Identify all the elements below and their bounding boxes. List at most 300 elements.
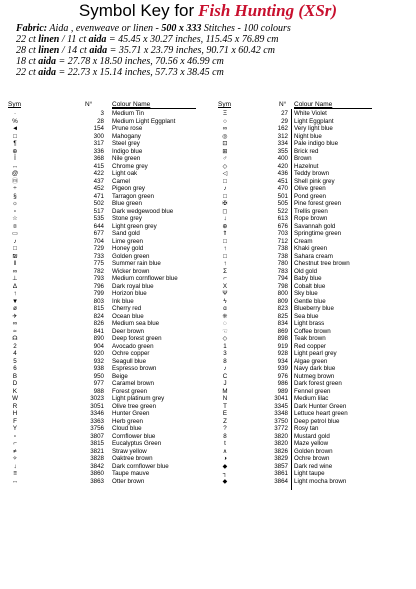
dmc-number: 825	[277, 312, 288, 320]
symbol: ◇	[222, 162, 228, 170]
symbol: Ξ	[222, 110, 228, 117]
colour-name: Dark red wine	[294, 462, 333, 470]
dmc-number: 3864	[274, 477, 288, 485]
symbol: W	[12, 395, 18, 402]
colour-name: Light pearl grey	[294, 350, 337, 357]
dmc-number: 782	[93, 267, 104, 275]
colour-name: Light Eggplant	[294, 117, 334, 125]
dmc-number: 3820	[274, 440, 288, 447]
symbol: ▭	[12, 230, 18, 237]
dmc-number: 738	[277, 252, 288, 260]
colour-name: Baby blue	[294, 275, 322, 282]
dmc-number: 676	[277, 222, 288, 230]
colour-name: Olive tree green	[112, 402, 157, 410]
symbol: ·	[13, 110, 17, 117]
symbol: J	[223, 380, 227, 387]
dmc-number: 824	[93, 312, 104, 320]
symbol: H	[12, 410, 18, 417]
dmc-number: 644	[93, 222, 104, 230]
dmc-number: 3829	[274, 455, 288, 462]
symbol: ↑	[13, 290, 17, 297]
symbol: K	[12, 387, 18, 395]
colour-name: Tarragon green	[112, 192, 154, 200]
fabric-text: Aida , evenweave or linen -	[47, 23, 162, 34]
count-part: aida	[38, 56, 56, 67]
symbol: ⌐	[13, 440, 17, 447]
dmc-number: 834	[277, 320, 288, 327]
colour-name: Ink blue	[112, 297, 134, 305]
dmc-number: 977	[93, 380, 104, 387]
colour-name: Taupe mauve	[112, 470, 150, 477]
colour-name: Forest green	[112, 387, 148, 395]
header-num: N°	[279, 101, 287, 108]
symbol: Σ	[223, 267, 227, 275]
dmc-number: 3863	[90, 477, 104, 485]
dmc-number: 733	[93, 252, 104, 260]
count-part: 18 ct	[16, 56, 39, 67]
colour-name: Fennel green	[294, 387, 331, 395]
colour-name: Mustard gold	[294, 432, 330, 440]
dmc-number: 989	[277, 387, 288, 395]
dmc-number: 517	[93, 207, 104, 215]
symbol: □	[223, 177, 227, 185]
colour-name: Blueberry blue	[294, 305, 334, 312]
dmc-number: 823	[277, 305, 288, 312]
colour-name: Beige	[112, 372, 128, 380]
dmc-number: 3815	[90, 440, 104, 447]
symbol: ⊞	[222, 147, 228, 155]
fabric-label: Fabric:	[16, 23, 48, 34]
dmc-number: 3772	[274, 425, 288, 432]
symbol: ✠	[222, 200, 228, 207]
symbol: ❈	[222, 312, 228, 320]
dmc-number: 535	[93, 215, 104, 222]
symbol: ϟ	[223, 297, 227, 305]
colour-name: Golden brown	[294, 447, 333, 455]
dmc-number: 738	[277, 245, 288, 252]
count-part: 28 ct	[16, 45, 39, 56]
colour-name: Nile green	[112, 155, 141, 162]
colour-name: Light brass	[294, 320, 325, 327]
dmc-number: 826	[93, 320, 104, 327]
symbol: M	[222, 387, 228, 395]
colour-name: Cherry red	[112, 305, 142, 312]
dmc-number: 799	[93, 290, 104, 297]
symbol: ≠	[13, 447, 17, 455]
colour-name: Honey gold	[112, 245, 144, 252]
colour-name: Pine forest green	[294, 200, 342, 207]
colour-name: Springtime green	[294, 230, 342, 237]
symbol: 2	[13, 342, 17, 350]
symbol: Ψ	[222, 290, 228, 297]
dmc-number: 800	[277, 290, 288, 297]
symbol: ǁ	[13, 260, 17, 267]
symbol: □	[223, 237, 227, 245]
colour-name: Lime green	[112, 237, 143, 245]
dmc-number: 502	[93, 200, 104, 207]
symbol: ↑	[223, 260, 227, 267]
dmc-number: 898	[277, 335, 288, 342]
dmc-number: 522	[277, 207, 288, 215]
dmc-number: 501	[277, 192, 288, 200]
symbol: E	[222, 410, 228, 417]
dmc-number: 928	[277, 350, 288, 357]
dmc-number: 420	[277, 162, 288, 170]
symbol: ◌	[223, 320, 227, 327]
colour-name: Mahogany	[112, 132, 141, 140]
symbol: □	[223, 192, 227, 200]
dmc-number: 336	[93, 147, 104, 155]
colour-name: Hazelnut	[294, 162, 319, 170]
symbol: ∧	[222, 447, 228, 455]
count-part: = 27.78 x 18.50 inches, 70.56 x 46.99 cm	[56, 56, 224, 67]
symbol: ₪	[12, 252, 18, 260]
colour-name: Lettuce heart green	[294, 410, 348, 417]
dmc-number: 452	[93, 185, 104, 192]
symbol: □	[13, 245, 17, 252]
dmc-number: 355	[277, 147, 288, 155]
dmc-number: 3807	[90, 432, 104, 440]
symbol: ▫	[13, 432, 17, 440]
colour-name: Light oak	[112, 170, 138, 177]
symbol: ☜	[222, 327, 228, 335]
dmc-number: 704	[93, 237, 104, 245]
symbol: ◁	[222, 170, 228, 177]
count-line	[16, 56, 224, 67]
symbol: t	[224, 440, 226, 447]
colour-name: Sand gold	[112, 230, 140, 237]
dmc-number: 27	[281, 110, 288, 117]
symbol: ◻	[222, 207, 228, 215]
symbol: ◆	[222, 477, 228, 485]
fabric-size: 500 x 333	[161, 23, 202, 34]
dmc-number: 368	[93, 155, 104, 162]
colour-name: Camel	[112, 177, 130, 185]
colour-name: Deep forest green	[112, 335, 162, 342]
symbol: Y	[12, 425, 18, 432]
title	[0, 1, 416, 23]
colour-name: Light taupe	[294, 470, 325, 477]
symbol: ⇑	[222, 230, 228, 237]
dmc-number: 334	[277, 140, 288, 147]
colour-name: Gentle blue	[294, 297, 326, 305]
symbol: ≈	[13, 327, 17, 335]
symbol: T	[223, 402, 227, 410]
header-num: N°	[85, 101, 93, 108]
count-part: linen	[38, 45, 60, 56]
symbol: @	[11, 170, 19, 177]
symbol: ↓	[223, 215, 227, 222]
symbol: 5	[13, 357, 17, 365]
symbol: ♪	[13, 237, 17, 245]
colour-name: Cloud blue	[112, 425, 142, 432]
symbol: ✈	[12, 312, 18, 320]
colour-name: Ochre copper	[112, 350, 150, 357]
dmc-number: 794	[277, 275, 288, 282]
dmc-number: 3821	[90, 447, 104, 455]
colour-name: White Violet	[294, 110, 327, 117]
count-part: = 22.73 x 15.14 inches, 57.73 x 38.45 cm	[56, 67, 224, 78]
dmc-number: 986	[277, 380, 288, 387]
symbol: ⊡	[222, 140, 228, 147]
symbol: ◆	[222, 462, 228, 470]
colour-name: Shell pink grey	[294, 177, 335, 185]
dmc-number: 162	[277, 125, 288, 132]
colour-name: Teak brown	[294, 335, 326, 342]
dmc-number: 803	[93, 297, 104, 305]
dmc-number: 28	[97, 117, 104, 125]
symbol: ≡	[13, 470, 17, 477]
symbol: X	[222, 282, 228, 290]
colour-name: Espresso brown	[112, 365, 157, 372]
colour-name: Pigeon grey	[112, 185, 146, 192]
dmc-number: 904	[93, 342, 104, 350]
colour-name: Caramel brown	[112, 380, 154, 387]
dmc-number: 938	[93, 365, 104, 372]
symbol: ?	[223, 425, 227, 432]
colour-name: Dark royal blue	[112, 282, 154, 290]
symbol: ∞	[12, 320, 18, 327]
colour-name: Ochre brown	[294, 455, 330, 462]
symbol: R	[12, 402, 18, 410]
symbol: ◇	[222, 335, 228, 342]
dmc-number: 3363	[90, 417, 104, 425]
dmc-number: 869	[277, 327, 288, 335]
symbol: Ï	[14, 155, 16, 162]
colour-name: Eucalyptus Green	[112, 440, 162, 447]
colour-name: Algae green	[294, 357, 328, 365]
dmc-number: 712	[277, 237, 288, 245]
dmc-number: 809	[277, 297, 288, 305]
count-part: aida	[89, 45, 108, 56]
colour-name: Otter brown	[112, 477, 145, 485]
colour-name: Medium cornflower blue	[112, 275, 178, 282]
colour-name: Sky blue	[294, 290, 318, 297]
colour-name: Savannah gold	[294, 222, 336, 230]
colour-name: Summer rain blue	[112, 260, 161, 267]
count-part: = 45.45 x 30.27 inches, 115.45 x 76.89 cm	[106, 34, 279, 45]
symbol: §	[13, 192, 17, 200]
symbol: ɑ	[223, 305, 227, 312]
colour-name: Medium Tin	[112, 110, 144, 117]
colour-name: Medium sea blue	[112, 320, 160, 327]
colour-name: Olive green	[294, 185, 326, 192]
colour-name: Night blue	[294, 132, 322, 140]
dmc-number: 505	[277, 200, 288, 207]
symbol: ∞	[222, 125, 228, 132]
dmc-number: 920	[93, 350, 104, 357]
colour-name: Dark wedgewood blue	[112, 207, 174, 215]
symbol: ♪	[223, 365, 227, 372]
colour-name: Red copper	[294, 342, 326, 350]
dmc-number: 471	[93, 192, 104, 200]
colour-name: Avocado green	[112, 342, 154, 350]
colour-name: Dark cornflower blue	[112, 462, 169, 470]
symbol: ♪	[223, 185, 227, 192]
symbol: ¶	[13, 140, 17, 147]
colour-name: Sea blue	[294, 312, 319, 320]
colour-name: Steel grey	[112, 140, 140, 147]
dmc-number: 300	[93, 132, 104, 140]
symbol: 1	[223, 342, 227, 350]
header-sym: Sym	[8, 101, 21, 108]
title-prefix: Symbol Key for	[78, 1, 195, 20]
dmc-number: 613	[277, 215, 288, 222]
dmc-number: 3860	[90, 470, 104, 477]
symbol: ø	[13, 305, 17, 312]
colour-name: Nutmeg brown	[294, 372, 335, 380]
header-name: Colour Name	[112, 101, 151, 108]
symbol: ◑	[223, 455, 227, 462]
colour-name: Rosy tan	[294, 425, 319, 432]
symbol: ☆	[12, 215, 18, 222]
colour-name: Chestnut tree brown	[294, 260, 350, 267]
dmc-number: 890	[93, 335, 104, 342]
dmc-number: 793	[93, 275, 104, 282]
colour-name: Indigo blue	[112, 147, 143, 155]
dmc-number: 3826	[274, 447, 288, 455]
colour-name: Seagull blue	[112, 357, 147, 365]
count-line	[16, 45, 275, 56]
dmc-number: 3051	[90, 402, 104, 410]
colour-name: Deep petrol blue	[294, 417, 340, 425]
pattern-name: Fish Hunting (XSr)	[198, 1, 338, 20]
symbol: ◎	[222, 132, 228, 140]
count-part: aida	[88, 34, 107, 45]
symbol: ↔	[11, 162, 19, 170]
colour-name: Wicker brown	[112, 267, 150, 275]
dmc-number: 950	[93, 372, 104, 380]
symbol: Z	[223, 417, 227, 425]
dmc-number: 783	[277, 267, 288, 275]
symbol: ¤	[13, 222, 17, 230]
colour-name: Brown	[294, 155, 312, 162]
dmc-number: 437	[93, 177, 104, 185]
dmc-number: 154	[93, 125, 104, 132]
symbol: 4	[13, 350, 17, 357]
colour-name: Cornflower blue	[112, 432, 156, 440]
colour-name: Medium Light Eggplant	[112, 117, 176, 125]
dmc-number: 988	[93, 387, 104, 395]
fabric-line	[16, 23, 291, 34]
colour-name: Dark forest green	[294, 380, 342, 387]
symbol: □	[223, 252, 227, 260]
colour-name: Maze yellow	[294, 440, 329, 447]
symbol: Δ	[12, 282, 18, 290]
dmc-number: 3842	[90, 462, 104, 470]
colour-name: Trellis green	[294, 207, 328, 215]
symbol: ⌐	[223, 275, 227, 282]
symbol: D	[12, 380, 18, 387]
dmc-number: 3348	[274, 410, 288, 417]
dmc-number: 422	[93, 170, 104, 177]
colour-name: Pale indigo blue	[294, 140, 339, 147]
colour-name: Deer brown	[112, 327, 144, 335]
dmc-number: 3820	[274, 432, 288, 440]
symbol: ∞	[12, 267, 18, 275]
dmc-number: 798	[277, 282, 288, 290]
header-name: Colour Name	[294, 101, 333, 108]
symbol: ♂	[222, 155, 228, 162]
symbol: ✧	[12, 455, 18, 462]
colour-name: Navy dark blue	[294, 365, 336, 372]
symbol: ↔	[11, 477, 19, 485]
symbol: ☊	[12, 335, 18, 342]
colour-name: Very light blue	[294, 125, 333, 132]
colour-name: Stone grey	[112, 215, 142, 222]
column-divider	[291, 109, 292, 490]
count-part: 22 ct	[16, 67, 39, 78]
dmc-number: 436	[277, 170, 288, 177]
symbol: ○	[223, 117, 227, 125]
dmc-number: 3857	[274, 462, 288, 470]
count-part: aida	[38, 67, 56, 78]
dmc-number: 29	[281, 117, 288, 125]
symbol: ⊕	[222, 222, 228, 230]
dmc-number: 729	[93, 245, 104, 252]
dmc-number: 796	[93, 282, 104, 290]
dmc-number: 3346	[90, 410, 104, 417]
dmc-number: 841	[93, 327, 104, 335]
count-part: 22 ct	[16, 34, 39, 45]
count-part: / 14 ct	[59, 45, 90, 56]
symbol: N	[222, 395, 228, 402]
colour-name: Oaktree brown	[112, 455, 153, 462]
colour-name: Prune rose	[112, 125, 143, 132]
colour-name: Straw yellow	[112, 447, 147, 455]
symbol: 8	[223, 432, 227, 440]
symbol: ⊕	[12, 147, 18, 155]
dmc-number: 939	[277, 365, 288, 372]
dmc-number: 934	[277, 357, 288, 365]
colour-name: Chrome grey	[112, 162, 148, 170]
symbol: ⓜ	[11, 177, 19, 185]
colour-name: Sahara cream	[294, 252, 333, 260]
colour-name: Herb green	[112, 417, 143, 425]
colour-name: Old gold	[294, 267, 318, 275]
dmc-number: 317	[93, 140, 104, 147]
dmc-number: 3861	[274, 470, 288, 477]
colour-name: Blue green	[112, 200, 142, 207]
count-part: linen	[38, 34, 60, 45]
colour-name: Medium lilac	[294, 395, 329, 402]
symbol: ↑	[223, 245, 227, 252]
colour-name: Light green grey	[112, 222, 157, 230]
dmc-number: 415	[93, 162, 104, 170]
fabric-suffix: Stitches - 100 colours	[201, 23, 291, 34]
colour-name: Ocean blue	[112, 312, 144, 320]
symbol: ▫	[13, 207, 17, 215]
dmc-number: 3750	[274, 417, 288, 425]
count-part: = 35.71 x 23.79 inches, 90.71 x 60.42 cm	[107, 45, 275, 56]
colour-name: Hunter Green	[112, 410, 150, 417]
dmc-number: 451	[277, 177, 288, 185]
symbol: %	[12, 117, 18, 125]
header-rule	[294, 108, 372, 109]
symbol: ⊥	[12, 275, 18, 282]
colour-name: Teddy brown	[294, 170, 330, 177]
dmc-number: 3828	[90, 455, 104, 462]
dmc-number: 775	[93, 260, 104, 267]
symbol: C	[222, 372, 228, 380]
colour-name: Horizon blue	[112, 290, 147, 297]
dmc-number: 312	[277, 132, 288, 140]
symbol: □	[13, 132, 17, 140]
symbol: 3	[223, 350, 227, 357]
symbol: ┐	[222, 470, 228, 477]
count-line	[16, 34, 278, 45]
symbol: ÷	[13, 185, 17, 192]
